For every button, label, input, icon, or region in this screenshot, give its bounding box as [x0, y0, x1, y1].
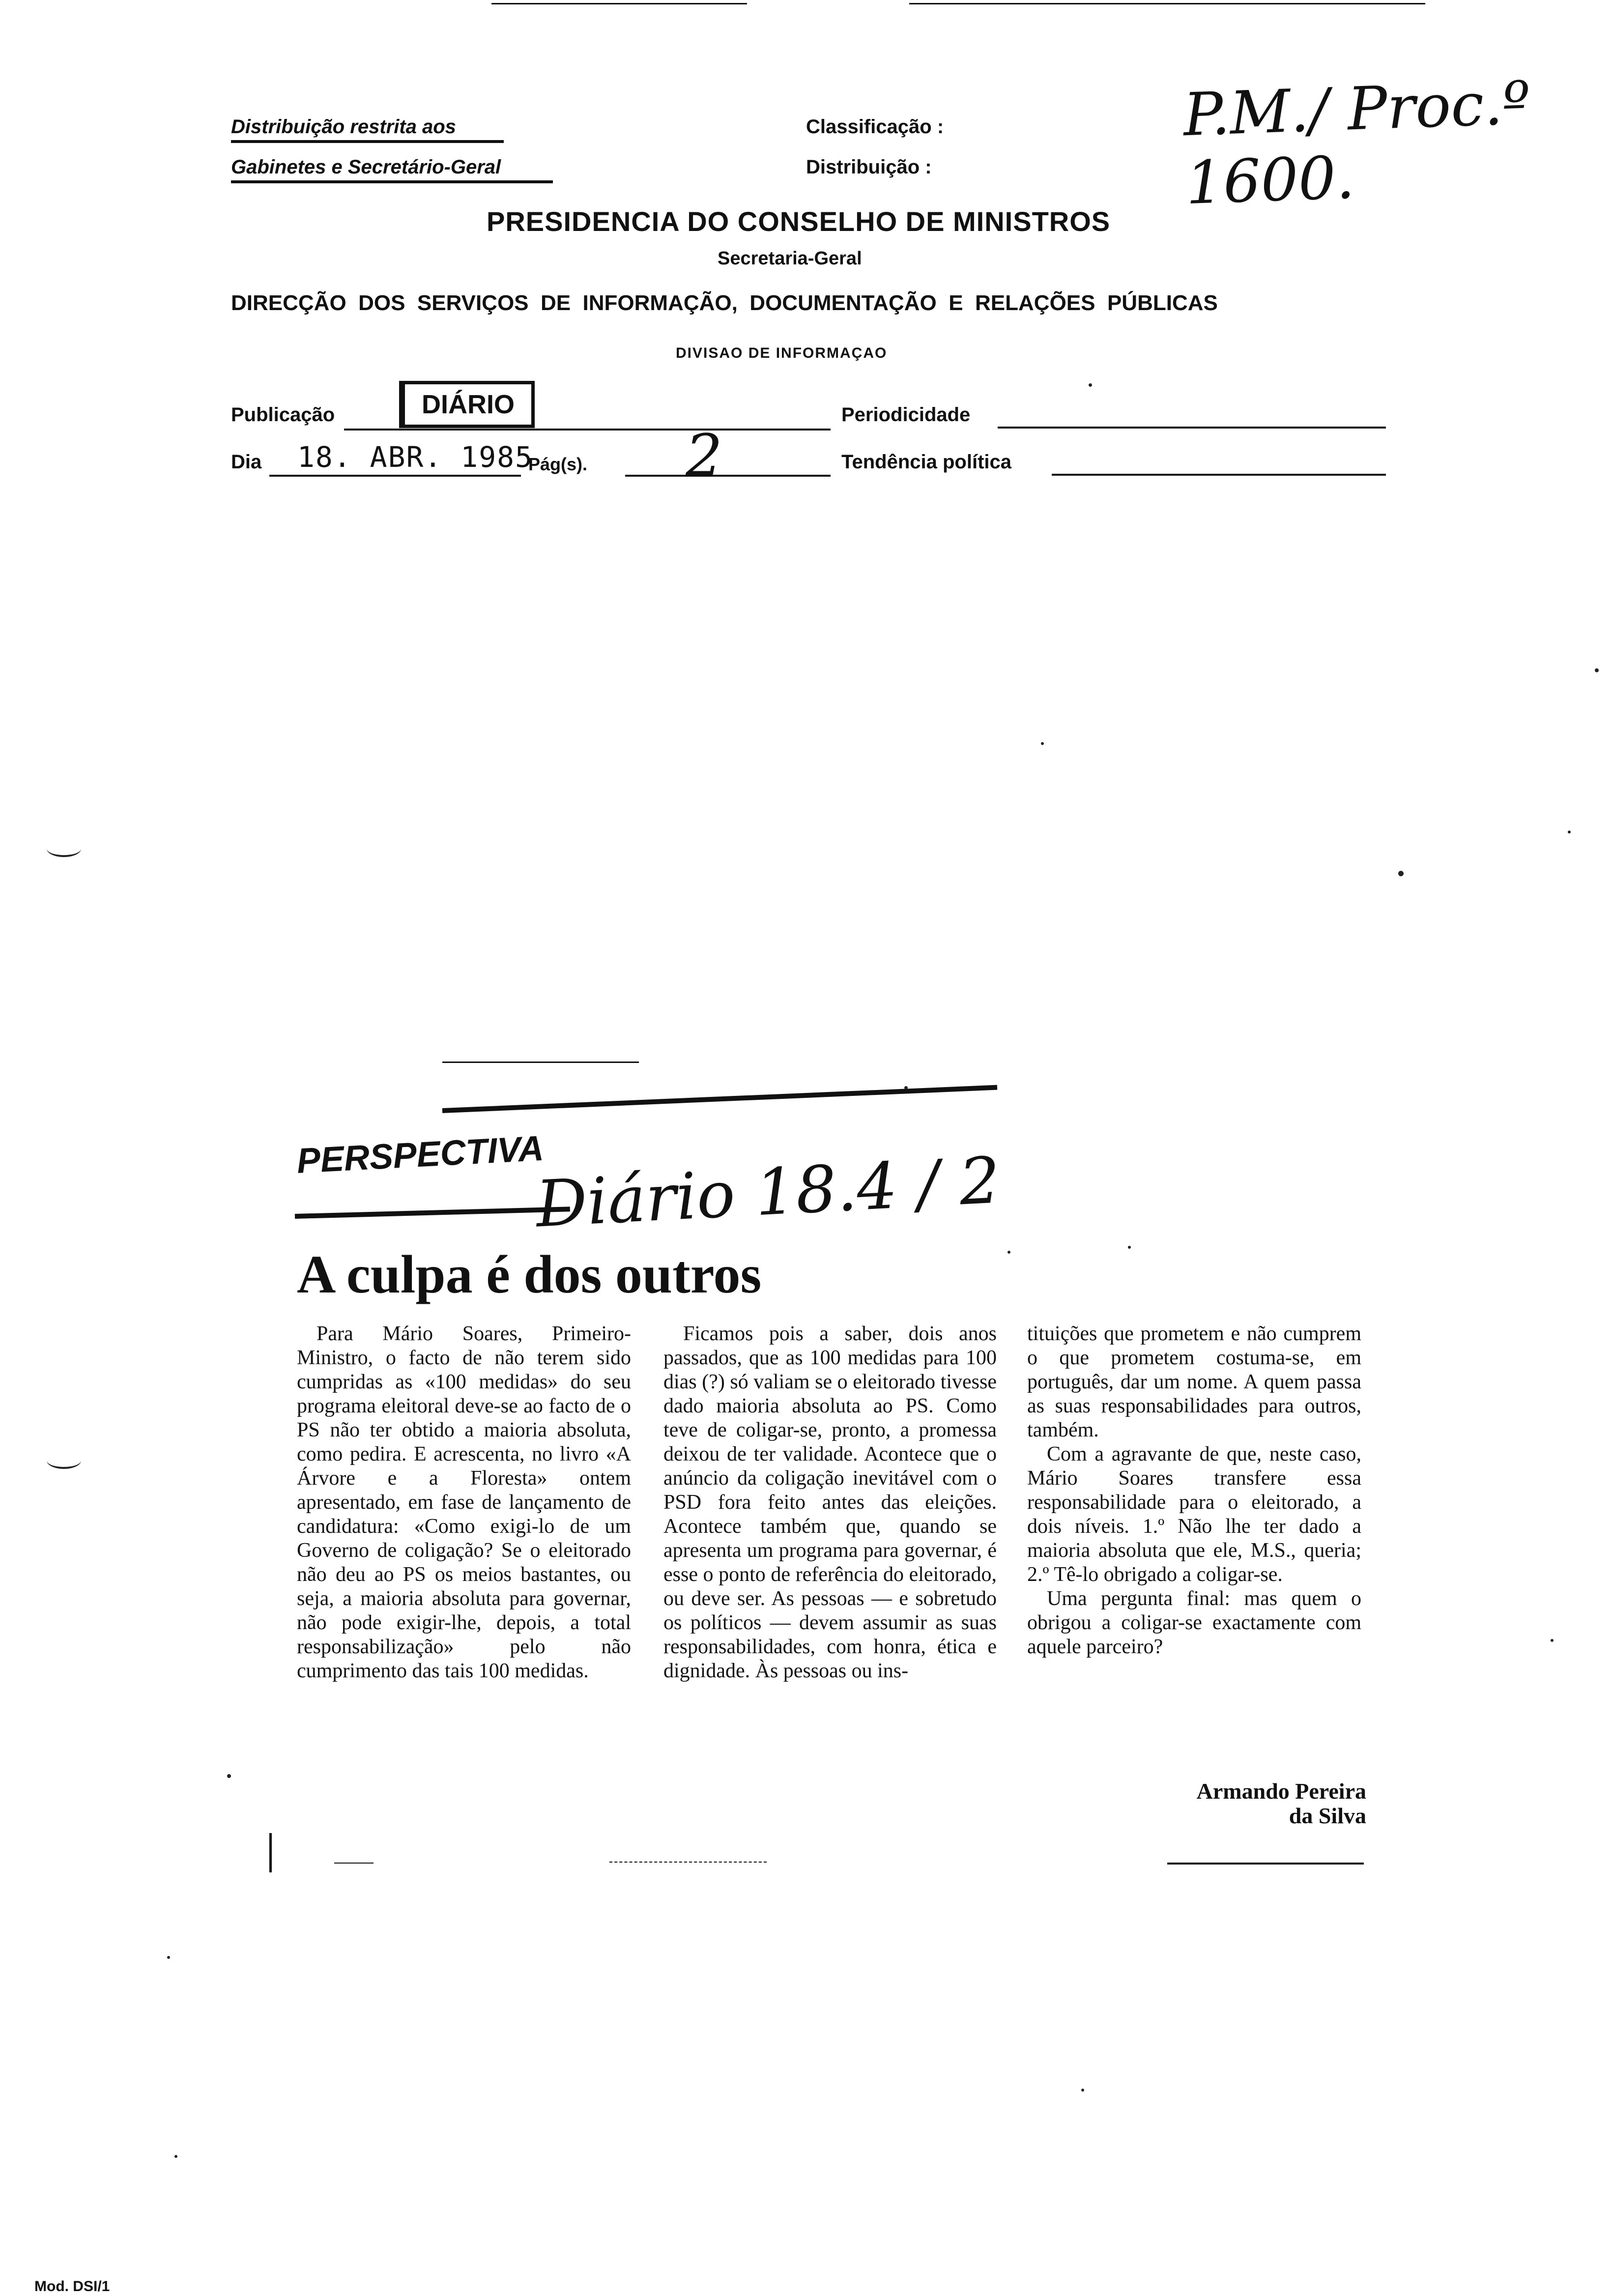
scan-speck [1551, 1639, 1554, 1642]
paragraph: tituições que prometem e não cumprem o que prometem costuma-se, em português, dar um nome. A quem passa as suas responsabilidades para outros, também. [1027, 1322, 1361, 1441]
scan-speck [1568, 831, 1571, 833]
classification-label: Classificação : [806, 116, 944, 138]
scan-speck [1128, 1246, 1131, 1249]
paragraph: Para Mário Soares, Primeiro-Ministro, o facto de não terem sido cumpridas as «100 medidas» do seu programa eleitoral deve-se ao facto de o PS não ter obtido a maioria absoluta, como pedira. E acrescenta, no livro «A Árvore e a Floresta» ontem apresentado, em fase de lançamento de candidatura: «Como exigi-lo de um Governo de coligação? Se o eleitorado não deu ao PS os meios bastantes, ou seja, a maioria absoluta para governar, não pode exigir-lhe, depois, a total responsabilização» pelo não cumprimento das tais 100 medidas. [297, 1322, 631, 1682]
pages-value: 2 [686, 422, 723, 489]
day-underline [269, 475, 521, 477]
scan-speck [227, 1774, 231, 1778]
periodicity-underline [998, 427, 1386, 429]
handwritten-reference: P.M./ Proc.º 1600. [1182, 69, 1532, 218]
scan-speck [1008, 1251, 1010, 1254]
scan-speck [167, 1956, 170, 1959]
scan-speck [1595, 668, 1599, 672]
section-label: PERSPECTIVA [295, 1128, 545, 1181]
periodicity-label: Periodicidade [841, 404, 971, 426]
tendency-label: Tendência política [841, 451, 1011, 473]
paragraph: Uma pergunta final: mas quem o obrigou a coligar-se exactamente com aquele parceiro? [1027, 1587, 1361, 1658]
tendency-underline [1052, 474, 1386, 476]
restricted-distribution-line2: Gabinetes e Secretário-Geral [231, 156, 553, 183]
pages-underline [625, 475, 831, 477]
scan-mark [269, 1833, 272, 1872]
paragraph: Com a agravante de que, neste caso, Mário Soares transfere essa responsabilidade para o eleitorado, a dois níveis. 1.º Não lhe ter dado a maioria absoluta que ele, M.S., queria; 2.º Tê-lo obrigado a coligar-se. [1027, 1443, 1361, 1586]
org-title: PRESIDENCIA DO CONSELHO DE MINISTROS [487, 206, 1111, 237]
org-subtitle: Secretaria-Geral [718, 248, 862, 269]
day-label: Dia [231, 451, 262, 473]
article-top-rule [442, 1062, 639, 1063]
paragraph: Ficamos pois a saber, dois anos passados, que as 100 medidas para 100 dias (?) só valiam se o eleitorado tivesse dado maioria absoluta ao PS. Como teve de coligar-se, pronto, a promessa deixou de ter validade. Acontece que o anúncio da coligação inevitável com o PSD fora feito antes das eleições. Acontece também que, quando se apresenta um programa para governar, é esse o ponto de referência do eleitorado, ou deve ser. As pessoas — e sobretudo os políticos — devem assumir as suas responsabilidades, com honra, ética e dignidade. Às pessoas ou ins- [663, 1322, 997, 1682]
publication-value: DIÁRIO [422, 390, 515, 419]
section-rule-top [442, 1085, 997, 1113]
division-line: DIVISAO DE INFORMAÇAO [676, 345, 888, 361]
pages-label: Pág(s). [528, 454, 588, 474]
scan-edge-line [491, 3, 747, 4]
handwritten-note: Diário 18.4 / 2 [534, 1143, 1002, 1242]
publication-underline [344, 429, 831, 430]
scan-speck [1041, 742, 1044, 745]
distribution-label: Distribuição : [806, 156, 932, 178]
scan-speck [174, 2155, 177, 2158]
scan-speck [1398, 871, 1404, 876]
author-line-2: da Silva [1289, 1803, 1366, 1828]
scan-mark [47, 1452, 81, 1469]
scan-mark [334, 1863, 374, 1864]
scan-speck [1081, 2089, 1084, 2092]
article-title: A culpa é dos outros [297, 1244, 762, 1304]
scan-mark [47, 840, 81, 857]
section-rule-bottom [295, 1206, 570, 1219]
author-line-1: Armando Pereira [1196, 1779, 1366, 1804]
day-value: 18. ABR. 1985 [297, 440, 533, 474]
form-code: Mod. DSI/1 [34, 2278, 110, 2295]
scan-speck [904, 1086, 908, 1090]
scan-edge-line [909, 3, 1425, 4]
restricted-distribution-line1: Distribuição restrita aos [231, 116, 504, 143]
article-end-rule [1167, 1863, 1364, 1865]
article-column-2 [663, 1322, 997, 1683]
article-column-3 [1027, 1322, 1361, 1659]
directorate-line: DIRECÇÃO DOS SERVIÇOS DE INFORMAÇÃO, DOCUMENTAÇÃO E RELAÇÕES PÚBLICAS [231, 291, 1218, 315]
scan-speck [1089, 383, 1092, 387]
article-column-1 [297, 1322, 631, 1683]
publication-label: Publicação [231, 404, 335, 426]
publication-stamp [399, 381, 535, 428]
author-name [1027, 1779, 1366, 1828]
scan-mark [609, 1862, 767, 1863]
